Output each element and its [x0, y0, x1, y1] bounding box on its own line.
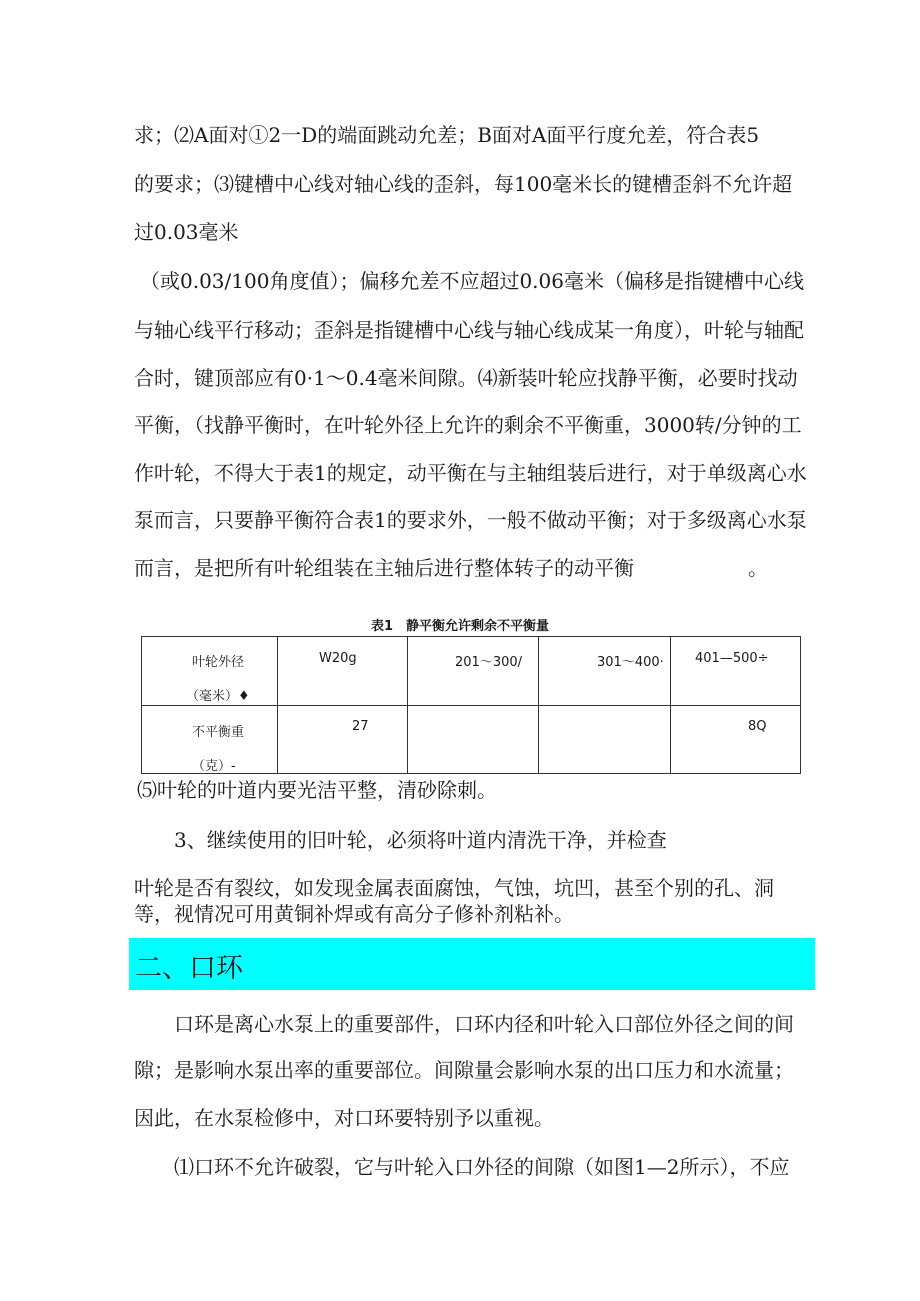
- text-line: （或0.03/100角度值）；偏移允差不应超过0.06毫米（偏移是指键槽中心线: [140, 269, 804, 293]
- text-line: 求；⑵A面对①2一D的端面跳动允差；B面对A面平行度允差，符合表5: [134, 123, 760, 147]
- table-cell: 27: [352, 719, 369, 734]
- row2-label: 不平衡重: [192, 725, 245, 740]
- text-line: 过0.03毫米: [134, 220, 239, 244]
- row1-label: 叶轮外径: [192, 655, 245, 670]
- text-line: 隙；是影响水泵出率的重要部位。间隙量会影响水泵的出口压力和水流量；: [134, 1058, 794, 1082]
- text-line: 叶轮是否有裂纹，如发现金属表面腐蚀，气蚀，坑凹，甚至个别的孔、洞: [134, 876, 774, 900]
- text-line: 的要求；⑶键槽中心线对轴心线的歪斜，每100毫米长的键槽歪斜不允许超: [134, 172, 793, 196]
- text-line: 口环是离心水泵上的重要部件，口环内径和叶轮入口部位外径之间的间: [174, 1012, 794, 1036]
- row1-label-unit: （毫米）♦: [186, 689, 250, 704]
- table-cell: W20g: [319, 651, 357, 666]
- text-line: 作叶轮，不得大于表1的规定，动平衡在与主轴组装后进行，对于单级离心水: [134, 461, 807, 485]
- text-line: 等，视情况可用黄铜补焊或有高分子修补剂粘补。: [134, 902, 574, 926]
- text-line: 3、继续使用的旧叶轮，必须将叶道内清洗干净，并检查: [174, 828, 667, 852]
- section-heading-text: 二、口环: [135, 953, 243, 984]
- text-line: 而言，是把所有叶轮组装在主轴后进行整体转子的动平衡: [134, 556, 634, 580]
- text-line: 。: [748, 556, 768, 580]
- row2-label-unit: （克）-: [192, 759, 236, 774]
- table-cell: 401—500÷: [695, 651, 769, 666]
- table-cell: 301～400·: [597, 655, 664, 670]
- text-line: ⑴口环不允许破裂，它与叶轮入口外径的间隙（如图1—2所示），不应: [174, 1155, 790, 1179]
- text-line: ⑸叶轮的叶道内要光洁平整，清砂除刺。: [137, 778, 497, 802]
- section-heading: [129, 938, 815, 990]
- text-line: 合时，键顶部应有0·1～0.4毫米间隙。⑷新装叶轮应找静平衡，必要时找动: [134, 366, 798, 390]
- text-line: 与轴心线平行移动；歪斜是指键槽中心线与轴心线成某一角度），叶轮与轴配: [134, 318, 804, 342]
- text-line: 泵而言，只要静平衡符合表1的要求外，一般不做动平衡；对于多级离心水泵: [134, 508, 807, 532]
- table-title: 表1 静平衡允许剩余不平衡量: [370, 619, 550, 634]
- table-cell: 201～300/: [455, 655, 523, 670]
- table-cell: 8Q: [748, 719, 767, 734]
- text-line: 因此，在水泵检修中，对口环要特别予以重视。: [134, 1106, 554, 1130]
- balance-table: [141, 636, 801, 774]
- text-line: 平衡，（找静平衡时，在叶轮外径上允许的剩余不平衡重，3000转/分钟的工: [134, 413, 802, 437]
